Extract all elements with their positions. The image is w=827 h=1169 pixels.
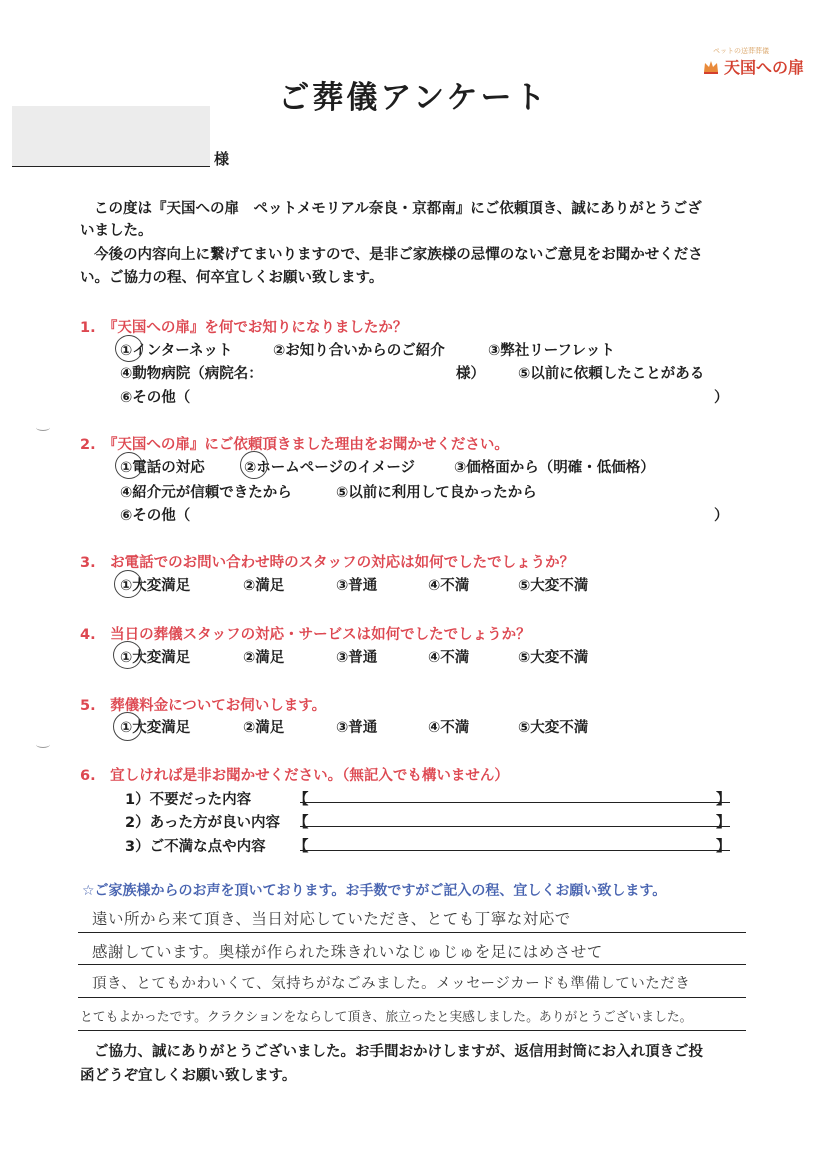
selection-circle bbox=[115, 452, 143, 479]
question-2: 2. 『天国への扉』にご依頼頂きました理由をお聞かせください。 bbox=[80, 437, 509, 453]
q1-option-5[interactable]: ⑤以前に依頼したことがある bbox=[518, 366, 705, 382]
q5-option-1[interactable]: ①大変満足 bbox=[120, 720, 191, 736]
logo-name: 天国への扉 bbox=[724, 58, 805, 77]
question-4: 4. 当日の葬儀スタッフの対応・サービスは如何でしたでしょうか？ bbox=[80, 627, 531, 643]
redacted-name bbox=[12, 106, 210, 166]
writing-line[interactable] bbox=[78, 964, 746, 965]
q6-item-1-bracket-open: 【 bbox=[294, 792, 309, 808]
q1-option-1[interactable]: ①インターネット bbox=[120, 343, 233, 359]
q3-option-2[interactable]: ②満足 bbox=[243, 578, 285, 594]
q4-option-5[interactable]: ⑤大変不満 bbox=[518, 650, 589, 666]
selection-circle bbox=[115, 335, 143, 362]
writing-line[interactable] bbox=[78, 1030, 746, 1031]
writing-line[interactable] bbox=[78, 997, 746, 998]
q2-option-1[interactable]: ①電話の対応 bbox=[120, 460, 205, 476]
selection-circle bbox=[114, 570, 142, 598]
closing-line-1: ご協力、誠にありがとうございました。お手間おかけしますが、返信用封筒にお入れ頂きご投 bbox=[94, 1044, 703, 1060]
q2-option-4[interactable]: ④紹介元が信頼できたから bbox=[120, 485, 292, 501]
selection-circle bbox=[113, 641, 142, 669]
q4-option-1[interactable]: ①大変満足 bbox=[120, 650, 191, 666]
page-title: ご葬儀アンケート bbox=[278, 80, 549, 116]
q1-option-6-close: ） bbox=[714, 390, 729, 406]
logo-tagline: ペットの送葬葬儀 bbox=[713, 47, 769, 55]
q6-item-3-field[interactable] bbox=[300, 850, 730, 851]
q5-option-5[interactable]: ⑤大変不満 bbox=[518, 720, 589, 736]
closing-line-2: 函どうぞ宜しくお願い致します。 bbox=[80, 1068, 297, 1084]
question-6: 6. 宜しければ是非お聞かせください。（無記入でも構いません） bbox=[80, 768, 509, 784]
q6-item-3: 3）ご不満な点や内容 bbox=[125, 839, 266, 855]
q2-option-5[interactable]: ⑤以前に利用して良かったから bbox=[336, 485, 537, 501]
q2-option-6-close: ） bbox=[714, 508, 729, 524]
honorific: 様 bbox=[214, 150, 230, 168]
q2-option-2[interactable]: ②ホームページのイメージ bbox=[244, 460, 416, 476]
q1-option-3[interactable]: ③弊社リーフレット bbox=[488, 343, 615, 359]
q6-item-1-bracket-close: 】 bbox=[716, 792, 731, 808]
q4-option-2[interactable]: ②満足 bbox=[243, 650, 285, 666]
q1-option-4-suffix: 様） bbox=[456, 366, 485, 382]
q6-item-3-bracket-open: 【 bbox=[294, 839, 309, 855]
q6-item-2-bracket-open: 【 bbox=[294, 815, 309, 831]
handwritten-line-3: 頂き、とてもかわいくて、気持ちがなごみました。メッセージカードも準備していただき bbox=[92, 976, 691, 992]
q6-item-1: 1）不要だった内容 bbox=[125, 792, 252, 808]
q2-option-6[interactable]: ⑥その他（ bbox=[120, 508, 191, 524]
q5-option-4[interactable]: ④不満 bbox=[428, 720, 470, 736]
q6-item-2-field[interactable] bbox=[300, 826, 730, 827]
q3-option-1[interactable]: ①大変満足 bbox=[120, 578, 191, 594]
punch-mark bbox=[36, 741, 50, 748]
q1-option-6[interactable]: ⑥その他（ bbox=[120, 390, 191, 406]
q6-item-1-field[interactable] bbox=[300, 802, 730, 803]
selection-circle bbox=[240, 451, 268, 479]
q1-option-4[interactable]: ④動物病院（病院名： bbox=[120, 366, 263, 382]
name-underline bbox=[12, 166, 210, 167]
q6-item-3-bracket-close: 】 bbox=[716, 839, 731, 855]
intro-line-3: 今後の内容向上に繋げてまいりますので、是非ご家族様の忌憚のないご意見をお聞かせくださ bbox=[94, 247, 703, 263]
q3-option-4[interactable]: ④不満 bbox=[428, 578, 470, 594]
q5-option-3[interactable]: ③普通 bbox=[336, 720, 378, 736]
voice-heading: ☆ご家族様からのお声を頂いております。お手数ですがご記入の程、宜しくお願い致します。 bbox=[82, 883, 667, 899]
handwritten-line-2: 感謝しています。奥様が作られた珠きれいなじゅじゅを足にはめさせて bbox=[92, 943, 603, 961]
question-5: 5. 葬儀料金についてお伺いします。 bbox=[80, 698, 327, 714]
intro-line-4: い。ご協力の程、何卒宜しくお願い致します。 bbox=[80, 270, 384, 286]
question-1: 1. 『天国への扉』を何でお知りになりましたか？ bbox=[80, 320, 408, 336]
q2-option-3[interactable]: ③価格面から（明確・低価格） bbox=[454, 460, 655, 476]
q4-option-4[interactable]: ④不満 bbox=[428, 650, 470, 666]
q1-option-2[interactable]: ②お知り合いからのご紹介 bbox=[273, 343, 445, 359]
writing-line[interactable] bbox=[78, 932, 746, 933]
q6-item-2: 2）あった方が良い内容 bbox=[125, 815, 280, 831]
q6-item-2-bracket-close: 】 bbox=[716, 815, 731, 831]
q3-option-3[interactable]: ③普通 bbox=[336, 578, 378, 594]
q3-option-5[interactable]: ⑤大変不満 bbox=[518, 578, 589, 594]
question-3: 3. お電話でのお問い合わせ時のスタッフの対応は如何でしたでしょうか？ bbox=[80, 555, 575, 571]
punch-mark bbox=[36, 424, 50, 431]
intro-line-1: この度は『天国への扉 ペットメモリアル奈良・京都南』にご依頼頂き、誠にありがとうござ bbox=[94, 201, 702, 217]
intro-line-2: いました。 bbox=[80, 223, 153, 239]
handwritten-line-1: 遠い所から来て頂き、当日対応していただき、とても丁寧な対応で bbox=[92, 910, 571, 928]
q5-option-2[interactable]: ②満足 bbox=[243, 720, 285, 736]
q4-option-3[interactable]: ③普通 bbox=[336, 650, 378, 666]
handwritten-line-4: とてもよかったです。クラクションをならして頂き、旅立ったと実感しました。ありがとうございました。 bbox=[80, 1010, 693, 1025]
selection-circle bbox=[113, 712, 142, 741]
